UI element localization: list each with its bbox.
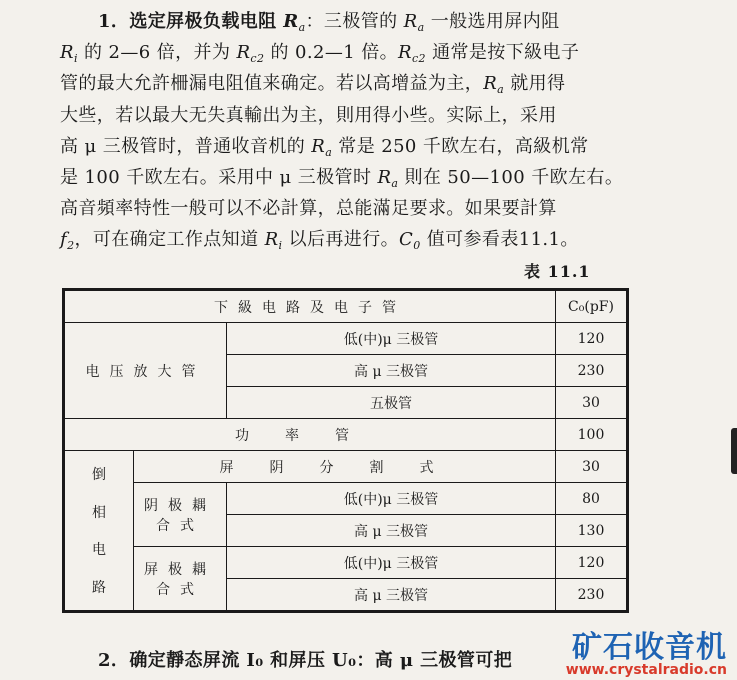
subgroup-cathode-coupled: 阴极耦合式 xyxy=(134,483,227,547)
text-line-6: 是 100 千欧左右。采用中 μ 三极管时 $R_a$ 則在 50—100 千欧左右。 xyxy=(60,166,624,190)
text-line-5: 高 μ 三极管时，普通收音机的 $R_a$ 常是 250 千欧左右，高級机常 xyxy=(60,135,589,159)
table-row xyxy=(64,451,628,483)
paragraph xyxy=(60,6,720,256)
page-edge-mark xyxy=(731,428,737,474)
text-line-8: $f_2$，可在确定工作点知道 $R_i$ 以后再进行。$C_0$ 值可参看表11.1。 xyxy=(60,229,579,253)
row-value: 120 xyxy=(556,323,628,355)
group-phase-inverter xyxy=(64,451,134,612)
row-value: 30 xyxy=(556,387,628,419)
watermark-logo-text: 矿石收音机 xyxy=(572,630,727,665)
row-value: 230 xyxy=(556,355,628,387)
vertical-label-char: 相 xyxy=(92,504,106,521)
row-value: 100 xyxy=(556,419,628,451)
watermark-url: www.crystalradio.cn xyxy=(565,662,727,678)
row-value: 30 xyxy=(556,451,628,483)
subgroup-plate-coupled: 屏极耦合式 xyxy=(134,547,227,612)
table-row xyxy=(64,547,628,579)
group-voltage-amp: 电压放大管 xyxy=(64,323,227,419)
table-row xyxy=(64,419,628,451)
row-value: 230 xyxy=(556,579,628,612)
text-line-2: $R_i$ 的 2—6 倍，并为 $R_{c2}$ 的 0.2—1 倍。$R_{c2}$ 通常是按下級电子 xyxy=(60,42,580,66)
vertical-label xyxy=(65,456,133,606)
vertical-label-char: 倒 xyxy=(92,467,106,484)
group-power-tube: 功率管 xyxy=(64,419,556,451)
text-line-1: 1．选定屏极负载电阻 $R_a$：三极管的 $R_a$ 一般选用屏内阻 xyxy=(98,11,560,34)
row-label: 屏阴分割式 xyxy=(134,451,556,483)
row-label: 低(中)μ 三极管 xyxy=(227,547,556,579)
watermark xyxy=(566,622,727,678)
text-line-3: 管的最大允許柵漏电阻值来确定。若以高增益为主，$R_a$ 就用得 xyxy=(60,73,566,97)
row-label: 高 μ 三极管 xyxy=(227,579,556,612)
row-label: 低(中)μ 三极管 xyxy=(227,483,556,515)
header-label: 下級电路及电子管 xyxy=(64,290,556,323)
vertical-label-char: 电 xyxy=(92,542,106,559)
table-row xyxy=(64,483,628,515)
vertical-label-char: 路 xyxy=(92,579,106,596)
capacitance-table xyxy=(62,288,629,613)
row-label: 高 μ 三极管 xyxy=(227,355,556,387)
text-line-4: 大些，若以最大无失真輸出为主，則用得小些。实际上，采用 xyxy=(60,104,557,126)
row-label: 五极管 xyxy=(227,387,556,419)
table-caption: 表 11.1 xyxy=(524,262,591,281)
next-section-heading: 2．确定靜态屏流 I₀ 和屏压 U₀：高 μ 三极管可把 xyxy=(98,650,513,671)
row-value: 80 xyxy=(556,483,628,515)
row-value: 120 xyxy=(556,547,628,579)
table-row xyxy=(64,323,628,355)
row-label: 高 μ 三极管 xyxy=(227,515,556,547)
text-line-7: 高音頻率特性一般可以不必計算，总能滿足要求。如果要計算 xyxy=(60,198,557,220)
header-unit: C₀(pF) xyxy=(556,290,628,323)
table-header-row xyxy=(64,290,628,323)
row-value: 130 xyxy=(556,515,628,547)
row-label: 低(中)μ 三极管 xyxy=(227,323,556,355)
